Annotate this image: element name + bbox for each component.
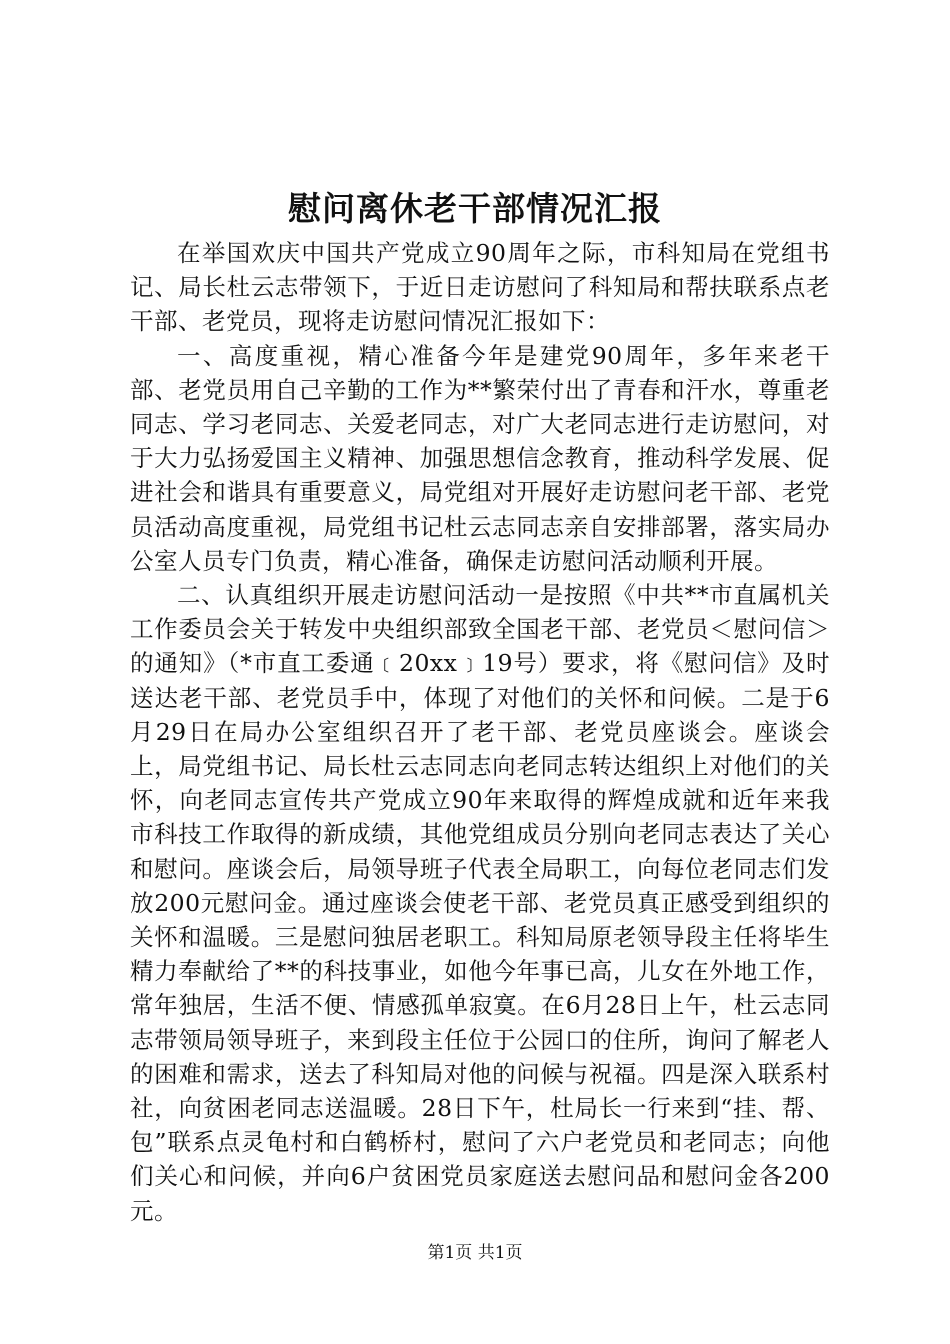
section-one-paragraph: 一、高度重视，精心准备今年是建党90周年，多年来老干部、老党员用自己辛勤的工作为**繁荣付出了青春和汗水，尊重老同志、学习老同志、关爱老同志，对广大老同志进行走访慰问，对于大力弘扬爱国主义精神、加强思想信念教育，推动科学发展、促进社会和谐具有重要意义，局党组对开展好走访慰问老干部、老党员活动高度重视，局党组书记杜云志同志亲自安排部署，落实局办公室人员专门负责，精心准备，确保走访慰问活动顺利开展。 — [130, 341, 830, 575]
intro-paragraph: 在举国欢庆中国共产党成立90周年之际，市科知局在党组书记、局长杜云志带领下，于近日走访慰问了科知局和帮扶联系点老干部、老党员，现将走访慰问情况汇报如下： — [130, 239, 830, 336]
document-title: 慰问离休老干部情况汇报 — [288, 189, 662, 228]
document-body — [130, 236, 830, 1228]
page-number-footer: 第1页 共1页 — [427, 1243, 523, 1263]
section-two-paragraph: 二、认真组织开展走访慰问活动一是按照《中共**市直属机关工作委员会关于转发中央组织部致全国老干部、老党员＜慰问信＞的通知》（*市直工委通﹝20xx﹞19号）要求，将《慰问信》及时送达老干部、老党员手中，体现了对他们的关怀和问候。二是于6月29日在局办公室组织召开了老干部、老党员座谈会。座谈会上，局党组书记、局长杜云志同志向老同志转达组织上对他们的关怀，向老同志宣传共产党成立90年来取得的辉煌成就和近年来我市科技工作取得的新成绩，其他党组成员分别向老同志表达了关心和慰问。座谈会后，局领导班子代表全局职工，向每位老同志们发放200元慰问金。通过座谈会使老干部、老党员真正感受到组织的关怀和温暖。三是慰问独居老职工。科知局原老领导段主任将毕生精力奉献给了**的科技事业，如他今年事已高，儿女在外地工作，常年独居，生活不便、情感孤单寂寞。在6月28日上午，杜云志同志带领局领导班子，来到段主任位于公园口的住所，询问了解老人的困难和需求，送去了科知局对他的问候与祝福。四是深入联系村社，向贫困老同志送温暖。28日下午，杜局长一行来到“挂、帮、包”联系点灵龟村和白鹤桥村，慰问了六户老党员和老同志；向他们关心和问候，并向6户贫困党员家庭送去慰问品和慰问金各200元。 — [130, 581, 830, 1225]
